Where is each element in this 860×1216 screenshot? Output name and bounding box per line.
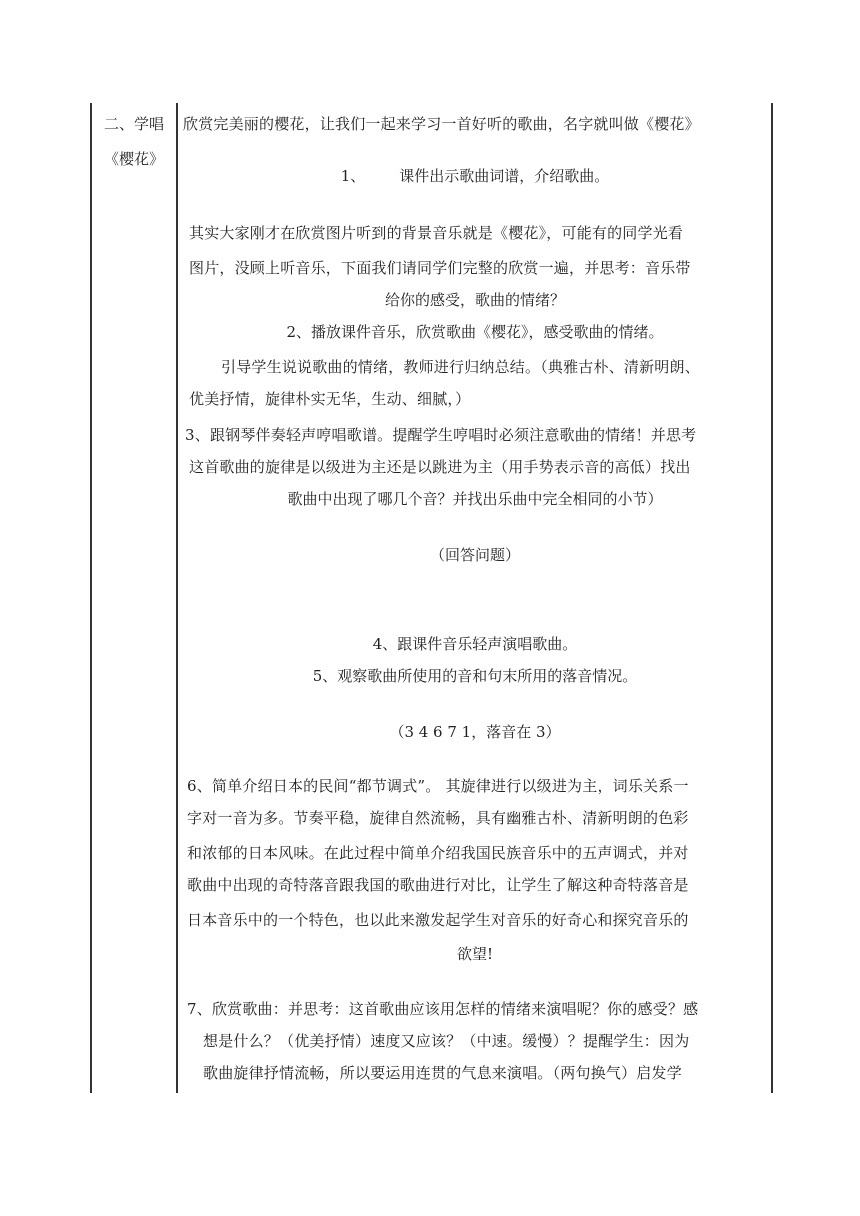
guide-line-2: 优美抒情，旋律朴实无华，生动、细腻，）	[189, 390, 471, 408]
step-7-line-3: 歌曲旋律抒情流畅，所以要运用连贯的气息来演唱。（两句换气）启发学	[203, 1064, 682, 1082]
step-6-line-4: 歌曲中出现的奇特落音跟我国的歌曲进行对比，让学生了解这种奇特落音是	[187, 876, 689, 894]
row-label-line-2: 《樱花》	[103, 150, 164, 168]
step-1-number: 1、	[340, 167, 366, 185]
step-2-text: 2、播放课件音乐，欣赏歌曲《樱花》，感受歌曲的情绪。	[286, 323, 664, 341]
step-6-line-2: 字对一音为多。节奏平稳，旋律自然流畅，具有幽雅古朴、清新明朗的色彩	[187, 809, 689, 827]
step-6-line-6: 欲望!	[456, 945, 494, 963]
paragraph-1-line-3: 给你的感受，歌曲的情绪？	[384, 291, 565, 309]
paragraph-1-line-1: 其实大家刚才在欣赏图片听到的背景音乐就是《樱花》，可能有的同学光看	[189, 224, 684, 242]
step-3-line-3: 歌曲中出现了哪几个音？并找出乐曲中完全相同的小节）	[287, 490, 663, 508]
notes-text: （3 4 6 7 1，落音在 3）	[389, 723, 561, 741]
table-column-divider	[176, 103, 178, 1093]
step-3-line-2: 这首歌曲的旋律是以级进为主还是以跳进为主（用手势表示音的高低）找出	[189, 458, 691, 476]
step-6-line-5: 日本音乐中的一个特色，也以此来激发起学生对音乐的好奇心和探究音乐的	[187, 911, 689, 929]
step-6-line-3: 和浓郁的日本风味。在此过程中简单介绍我国民族音乐中的五声调式，并对	[187, 844, 689, 862]
table-border-left	[90, 103, 92, 1093]
row-label-line-1: 二、学唱	[103, 115, 164, 133]
step-3-line-1: 3、跟钢琴伴奏轻声哼唱歌谱。提醒学生哼唱时必须注意歌曲的情绪！并思考	[185, 426, 697, 444]
step-1-text: 课件出示歌曲词谱，介绍歌曲。	[399, 167, 610, 185]
step-1	[182, 164, 768, 188]
guide-line-1: 引导学生说说歌曲的情绪，教师进行归纳总结。（典雅古朴、清新明朗、	[221, 358, 700, 376]
step-7-line-1: 7、欣赏歌曲：并思考：这首歌曲应该用怎样的情绪来演唱呢？你的感受？感	[187, 1000, 699, 1018]
paragraph-1-line-2: 图片，没顾上听音乐，下面我们请同学们完整的欣赏一遍，并思考：音乐带	[189, 259, 691, 277]
step-5-text: 5、观察歌曲所使用的音和句末所用的落音情况。	[312, 667, 638, 685]
answer-text: （回答问题）	[429, 546, 520, 564]
intro-text: 欣赏完美丽的樱花，让我们一起来学习一首好听的歌曲，名字就叫做《樱花》	[183, 115, 700, 133]
step-4-text: 4、跟课件音乐轻声演唱歌曲。	[372, 635, 578, 653]
step-6-line-1: 6、简单介绍日本的民间“都节调式”。 其旋律进行以级进为主，词乐关系一	[187, 777, 689, 795]
step-7-line-2: 想是什么？（优美抒情）速度又应该？（中速。缓慢）？提醒学生：因为	[203, 1032, 690, 1050]
table-border-right	[771, 103, 773, 1093]
